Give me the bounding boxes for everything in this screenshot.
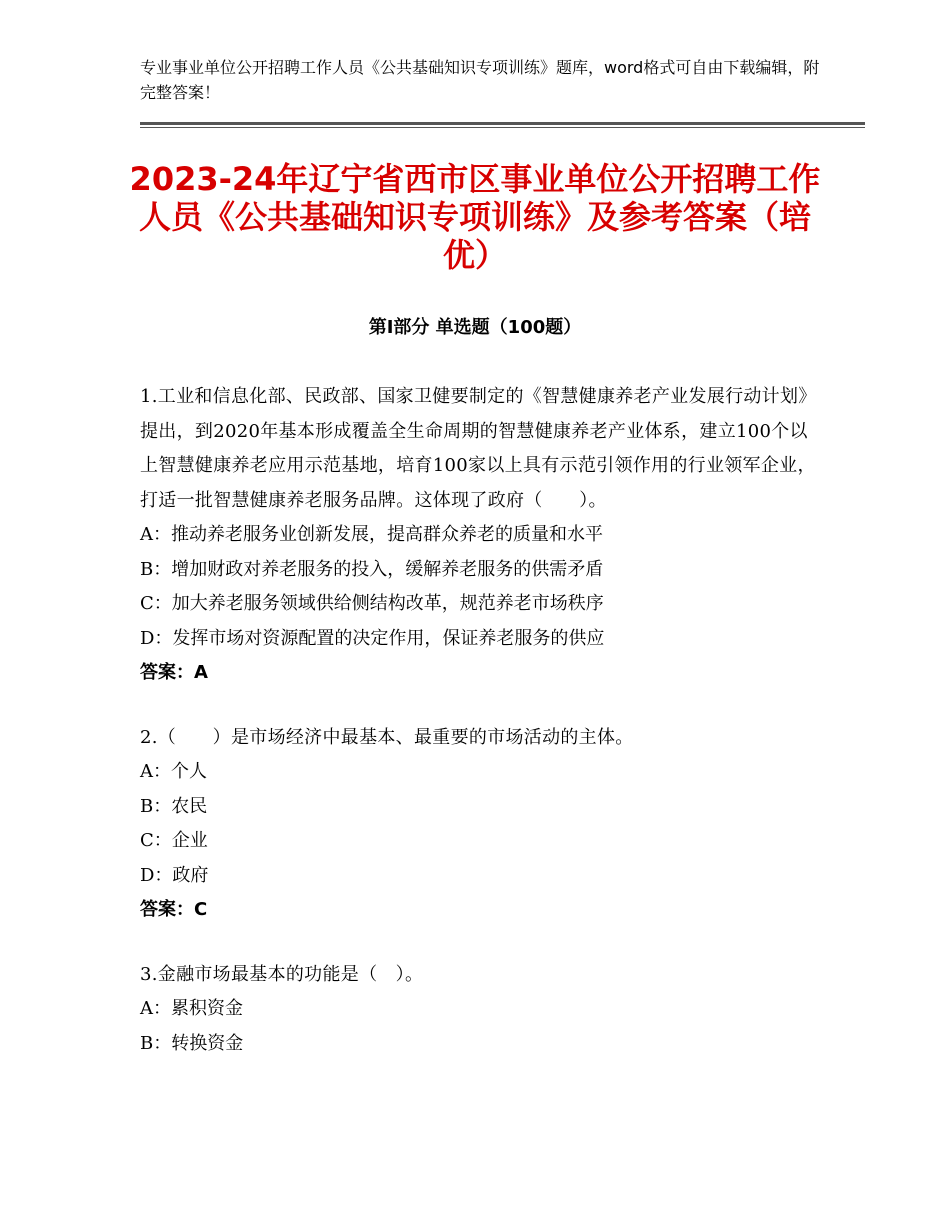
question-2 (140, 721, 820, 928)
answer-line (140, 656, 820, 691)
option-a: A：推动养老服务业创新发展，提高群众养老的质量和水平 (140, 524, 603, 545)
option-b: B：农民 (140, 795, 208, 817)
question-list (140, 380, 820, 1091)
header-rule-thin (140, 127, 865, 128)
option-b: B：增加财政对养老服务的投入，缓解养老服务的供需矛盾 (140, 558, 604, 580)
answer-prefix: 答案： (140, 899, 194, 920)
question-stem: 2.（ ）是市场经济中最基本、最重要的市场活动的主体。 (140, 726, 634, 748)
option-b: B：转换资金 (140, 1032, 244, 1054)
answer-prefix: 答案： (140, 662, 194, 683)
question-3 (140, 958, 820, 1062)
answer-value: C (194, 899, 208, 920)
answer-value: A (194, 662, 208, 683)
document-title: 2023-24年辽宁省西市区事业单位公开招聘工作人员《公共基础知识专项训练》及参考答案（培优） (129, 160, 821, 274)
header-note: 专业事业单位公开招聘工作人员《公共基础知识专项训练》题库，word格式可自由下载编辑，附完整答案！ (140, 58, 820, 102)
question-stem: 1.工业和信息化部、民政部、国家卫健要制定的《智慧健康养老产业发展行动计划》提出，到2020年基本形成覆盖全生命周期的智慧健康养老产业体系，建立100个以上智慧健康养老应用示范基地，培育100家以上具有示范引领作用的行业领军企业，打适一批智慧健康养老服务品牌。这体现了政府（ ）。 (140, 386, 817, 511)
section-title: 第Ⅰ部分 单选题（100题） (368, 317, 582, 338)
option-c: C：企业 (140, 830, 208, 851)
option-d: D：发挥市场对资源配置的决定作用，保证养老服务的供应 (140, 627, 605, 649)
question-1 (140, 380, 820, 691)
option-d: D：政府 (140, 864, 209, 886)
option-a: A：个人 (140, 761, 207, 782)
header-rule-thick (140, 122, 865, 125)
option-a: A：累积资金 (140, 998, 243, 1019)
option-c: C：加大养老服务领域供给侧结构改革，规范养老市场秩序 (140, 593, 604, 614)
question-stem: 3.金融市场最基本的功能是（ ）。 (140, 963, 424, 985)
answer-line (140, 893, 820, 928)
